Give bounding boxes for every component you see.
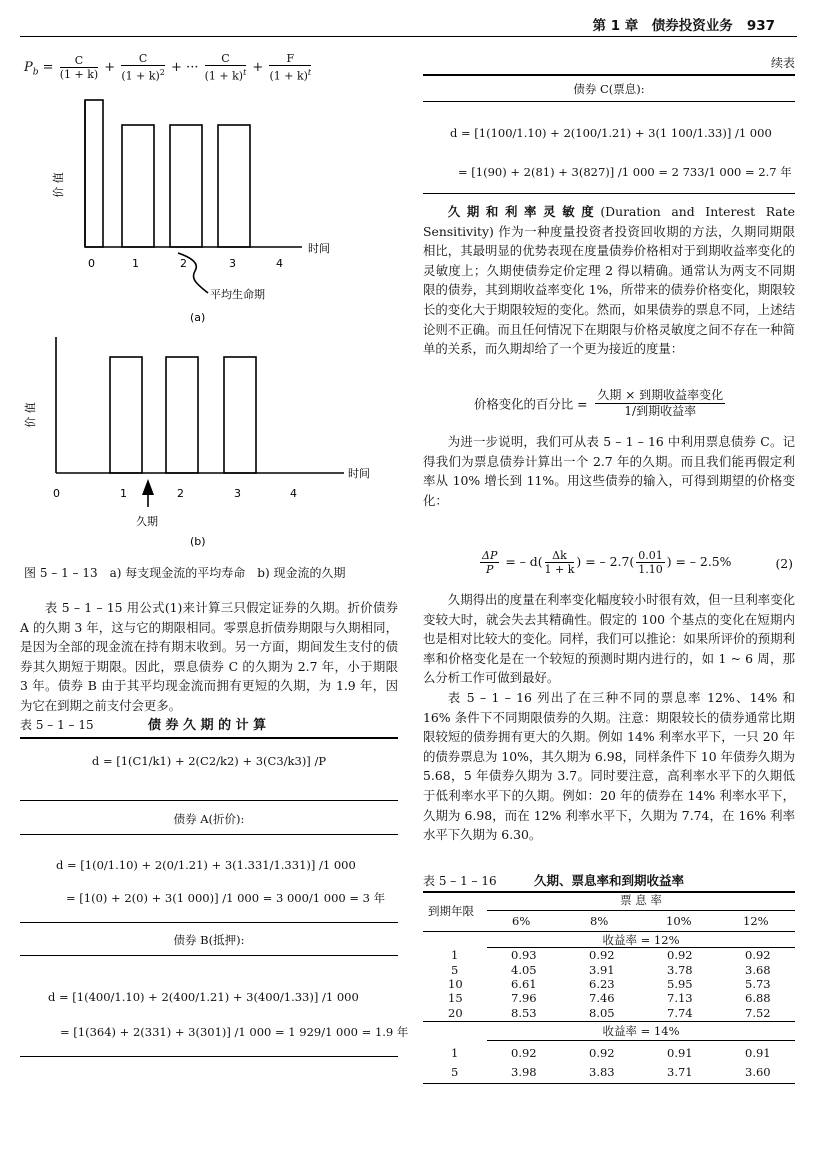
table-cell: 3.98	[511, 1064, 537, 1079]
fig-a-caption: (a)	[190, 311, 206, 324]
price-change-num: 久期 × 到期收益率变化	[597, 388, 724, 402]
table-cell: 0.92	[589, 1045, 615, 1060]
fig-b-duration-arrow-icon	[142, 479, 154, 495]
pb-term-3	[205, 52, 247, 83]
fig-a-tick-1: 1	[132, 257, 139, 270]
fig-b-tick-0: 0	[53, 487, 60, 500]
table16-section-14: 收益率 = 14%	[602, 1024, 680, 1038]
table-cell: 6.88	[745, 991, 771, 1006]
pb-t4-den: (1 + k)	[269, 69, 308, 83]
bondC-line-2: = [1(90) + 2(81) + 3(827)] /1 000 = 2 733/1 000 = 2.7 年	[458, 165, 792, 179]
table-cell: 3.83	[589, 1064, 615, 1079]
fig-a-bar-0	[85, 100, 103, 247]
table-cell: 3.68	[745, 962, 771, 977]
fig-b-annotation: 久期	[136, 515, 158, 528]
right-paragraph-3: 久期得出的度量在利率变化幅度较小时很有效，但一旦利率变化变较大时，就会失去其精确性。假定的 100 个基点的变化在短期内也是相对比较大的变化。同样，我们可以推论：如果所评价的预期利率和价格变化是在一个较短的预测时期内进行的，如 1 ~ 6 周，那么分析工作可做到最好。	[423, 592, 795, 686]
fig-a-tick-0: 0	[88, 257, 95, 270]
table16-section-14-top-rule	[423, 1021, 795, 1022]
table-row	[423, 1043, 795, 1062]
table-cell: 7.13	[667, 991, 693, 1006]
fig-b-bar-2	[166, 357, 198, 473]
page-number: 937	[746, 18, 775, 34]
table-cell: 0.92	[511, 1045, 537, 1060]
table16-section-12: 收益率 = 12%	[602, 933, 680, 947]
table-row	[423, 991, 795, 1005]
eq2-num2: Δk	[545, 549, 575, 563]
table-cell: 5.73	[745, 976, 771, 991]
table16-section-14-rule	[487, 1040, 795, 1041]
table-cell: 7.96	[511, 991, 537, 1006]
table-row	[423, 1062, 795, 1081]
eq2-num3: 0.01	[638, 549, 663, 562]
pb-t4-exp: t	[307, 68, 312, 77]
table15-rule-3	[20, 922, 398, 923]
header-rule	[20, 36, 797, 37]
bondA-line-2: = [1(0) + 2(0) + 3(1 000)] /1 000 = 3 000/1 000 = 3 年	[66, 891, 386, 905]
pb-t2-exp: 2	[159, 68, 165, 77]
table16-col-maturity: 到期年限	[428, 904, 474, 918]
table-cell: 3.60	[745, 1064, 771, 1079]
table-cell: 5	[451, 1064, 459, 1079]
table-row	[423, 1006, 795, 1020]
fig-b-tick-2: 2	[177, 487, 184, 500]
fig-a-tick-4: 4	[276, 257, 283, 270]
table-cell: 15	[448, 991, 463, 1006]
table-cell: 10	[448, 976, 463, 991]
table-cell: 6.23	[589, 976, 615, 991]
table15-rule-2	[20, 834, 398, 835]
section-heading: 久期和利率灵敏度	[447, 204, 601, 219]
table15-bottom-rule	[20, 1056, 398, 1057]
table16-col-group: 票 息 率	[620, 893, 662, 907]
fig-b-bar-1	[110, 357, 142, 473]
table15-rule-4	[20, 955, 398, 956]
price-change-formula	[474, 388, 727, 419]
table-cell: 0.92	[589, 948, 615, 963]
table16-col-6: 6%	[512, 914, 531, 928]
left-paragraph: 表 5 – 1 – 15 用公式(1)来计算三只假定证券的久期。折价债券 A 的久期 3 年，这与它的期限相同。零票息折债券期限与久期相同，是因为全部的现金流在持有期末收到。另一方面，期间发生支付的债券其久期短于期限。因此，票息债券 C 的久期为 2.7 年，小于期限 3 年。债券 B 由于其平均现金流而拥有更短的久期，为 1.9 年，因为它在到期之前支付会更多。	[20, 600, 398, 713]
bondC-line-1: d = [1(100/1.10) + 2(100/1.21) + 3(1 100/1.33)] /1 000	[450, 126, 772, 140]
figure-a	[40, 95, 370, 330]
pb-t1-den: (1 + k)	[59, 67, 99, 81]
price-change-lhs: 价格变化的百分比 =	[474, 396, 588, 412]
fig-a-xlabel: 时间	[308, 242, 330, 255]
table16-col-12: 12%	[743, 914, 769, 928]
right-paragraph-2: 为进一步说明，我们可从表 5 – 1 – 16 中利用票息债券 C。记得我们为票息债券计算出一个 2.7 年的久期。而且我们能再假定利率从 10% 增长到 11%。用这些债券的输入，可得到期望的价格变化：	[423, 434, 795, 508]
eq2-num1: ΔP	[482, 549, 498, 562]
eq2-den2: 1 + k	[544, 563, 575, 576]
table-cell: 3.91	[589, 962, 615, 977]
table15-rule-1	[20, 800, 398, 801]
table16-col-10: 10%	[666, 914, 692, 928]
eq2-mid2: ) = – 2.7(	[576, 554, 635, 569]
bondC-title: 债券 C(票息):	[573, 82, 645, 96]
eq2-end: ) = – 2.5%	[666, 554, 732, 569]
fig-b-caption: (b)	[190, 535, 206, 548]
table-cell: 4.05	[511, 962, 537, 977]
figure-b	[24, 335, 388, 550]
table-cell: 8.53	[511, 1005, 537, 1020]
table16-col-8: 8%	[590, 914, 609, 928]
bondB-line-2: = [1(364) + 2(331) + 3(301)] /1 000 = 1 929/1 000 = 1.9 年	[60, 1025, 409, 1039]
fig-a-bar-1	[122, 125, 154, 247]
bondB-line-1: d = [1(400/1.10) + 2(400/1.21) + 3(400/1.33)] /1 000	[48, 990, 359, 1004]
eq2-den3: 1.10	[638, 563, 663, 576]
pb-t3-num: C	[205, 52, 247, 66]
pb-term-2	[121, 52, 165, 83]
bondA-title: 债券 A(折价):	[173, 812, 245, 826]
table-cell: 7.74	[667, 1005, 693, 1020]
pb-term-4	[269, 52, 311, 83]
table-cell: 0.92	[667, 948, 693, 963]
table-row	[423, 948, 795, 962]
table15-cont-rule-1	[423, 101, 795, 102]
pb-dots: + ···	[171, 59, 203, 75]
table15-cont-top-rule	[423, 74, 795, 76]
table-row	[423, 977, 795, 991]
pb-term-1	[60, 54, 98, 81]
chapter-title: 第 1 章 债券投资业务	[592, 18, 733, 34]
fig-b-bar-3	[224, 357, 256, 473]
table15-title: 债 券 久 期 的 计 算	[148, 718, 267, 733]
eq2-tag: (2)	[775, 556, 793, 571]
table16-label: 表 5 – 1 – 16	[423, 874, 497, 888]
table15-label: 表 5 – 1 – 15	[20, 718, 94, 732]
table16-group-rule	[487, 910, 795, 911]
table-cell: 0.93	[511, 948, 537, 963]
bondA-line-1: d = [1(0/1.10) + 2(0/1.21) + 3(1.331/1.331)] /1 000	[56, 858, 356, 872]
fig-b-ylabel: 价 值	[24, 402, 37, 428]
pb-t3-exp: t	[243, 68, 247, 77]
fig-b-tick-1: 1	[120, 487, 127, 500]
pb-t2-num: C	[121, 52, 165, 66]
equation-2	[478, 549, 731, 576]
bondB-title: 债券 B(抵押):	[173, 933, 245, 947]
eq2-mid: = – d(	[505, 554, 543, 569]
table-cell: 0.92	[745, 948, 771, 963]
table16-bottom-rule	[423, 1083, 795, 1084]
table-cell: 0.91	[667, 1045, 693, 1060]
table-cell: 1	[451, 948, 459, 963]
fig-a-tick-2: 2	[180, 257, 187, 270]
table-cell: 0.91	[745, 1045, 771, 1060]
table-cell: 20	[448, 1005, 463, 1020]
table-cell: 7.52	[745, 1005, 771, 1020]
right-paragraph-1	[423, 202, 795, 359]
pb-t3-den: (1 + k)	[204, 69, 244, 83]
fig-a-bar-3	[218, 125, 250, 247]
pb-t2-den: (1 + k)	[121, 69, 160, 83]
pb-t4-num: F	[269, 52, 311, 66]
pb-t1-num: C	[60, 54, 98, 68]
table-cell: 3.71	[667, 1064, 693, 1079]
table15-top-rule	[20, 737, 398, 739]
table-cell: 8.05	[589, 1005, 615, 1020]
table-cell: 6.61	[511, 976, 537, 991]
table-cell: 1	[451, 1045, 459, 1060]
fig-b-tick-3: 3	[234, 487, 241, 500]
table-cell: 5	[451, 962, 459, 977]
right-paragraph-1-body: (Duration and Interest Rate Sensitivity) 作为一种度量投资者投资回收期的方法，久期同期限相比，其最明显的优势表现在度量债券价格相对于到期收益率变化的灵敏度上；久期使债券定价定理 2 得以精确。通常认为两支不同期限的债券，其到期收益率变化 1%，所带来的债券价格变化，期限较长的变化大于期限较短的变化。然而，如果债券的票息不同，上述结论则不正确。而且任何情况下在期限与价格灵敏度之间不存在一种简单的关系，而久期却给了一个更为接近的度量：	[423, 204, 796, 357]
eq2-den1: P	[485, 563, 494, 576]
table-cell: 3.78	[667, 962, 693, 977]
fig-b-tick-4: 4	[290, 487, 297, 500]
table16-body-14	[423, 1043, 795, 1081]
table-cell: 5.95	[667, 976, 693, 991]
price-change-den: 1/到期收益率	[624, 404, 697, 418]
pb-lhs: P	[24, 59, 33, 75]
running-header	[593, 14, 775, 34]
table-row	[423, 962, 795, 976]
table15-cont-bottom-rule	[423, 193, 795, 194]
right-paragraph-4: 表 5 – 1 – 16 列出了在三种不同的票息率 12%、14% 和 16% 条件下不同期限债券的久期。注意：期限较长的债券通常比期限较短的债券拥有更大的久期。例如 14% 利率水平下，一只 20 年的债券票息为 10%，其久期为 6.98，同样条件下 10 年债券久期为 5.68，5 年债券久期为 3.7。同时要注意，高利率水平下的久期低于低利率水平下的久期。例如：20 年的债券在 14% 利率水平下，久期为 6.98，而在 12% 利率水平下，久期为 7.74，在 16% 利率水平下久期为 6.30。	[423, 690, 795, 843]
pb-formula: $P_b$ = $\frac{C}{(1 + k)}$ + $\frac{C}{(1 + k)^2}$ + ··· $\frac{C}{(1 + k)^t}$ + $\frac{F}{(1 + k)^t}$	[24, 52, 312, 83]
figure-caption: 图 5 – 1 – 13 a) 每支现金流的平均寿命 b) 现金流的久期	[24, 566, 346, 580]
fig-a-annotation: 平均生命期	[210, 288, 265, 301]
table16-body-12	[423, 948, 795, 1020]
continued-label: 续表	[770, 56, 795, 70]
fig-a-tick-3: 3	[229, 257, 236, 270]
fig-b-xlabel: 时间	[348, 467, 370, 480]
table-cell: 7.46	[589, 991, 615, 1006]
fig-a-ylabel: 价 值	[52, 172, 65, 198]
table15-general-formula: d = [1(C1/k1) + 2(C2/k2) + 3(C3/k3)] /P	[91, 754, 327, 768]
table16-title: 久期、票息率和到期收益率	[534, 873, 685, 888]
pb-lhs-sub: b	[32, 67, 39, 78]
fig-a-bar-2	[170, 125, 202, 247]
